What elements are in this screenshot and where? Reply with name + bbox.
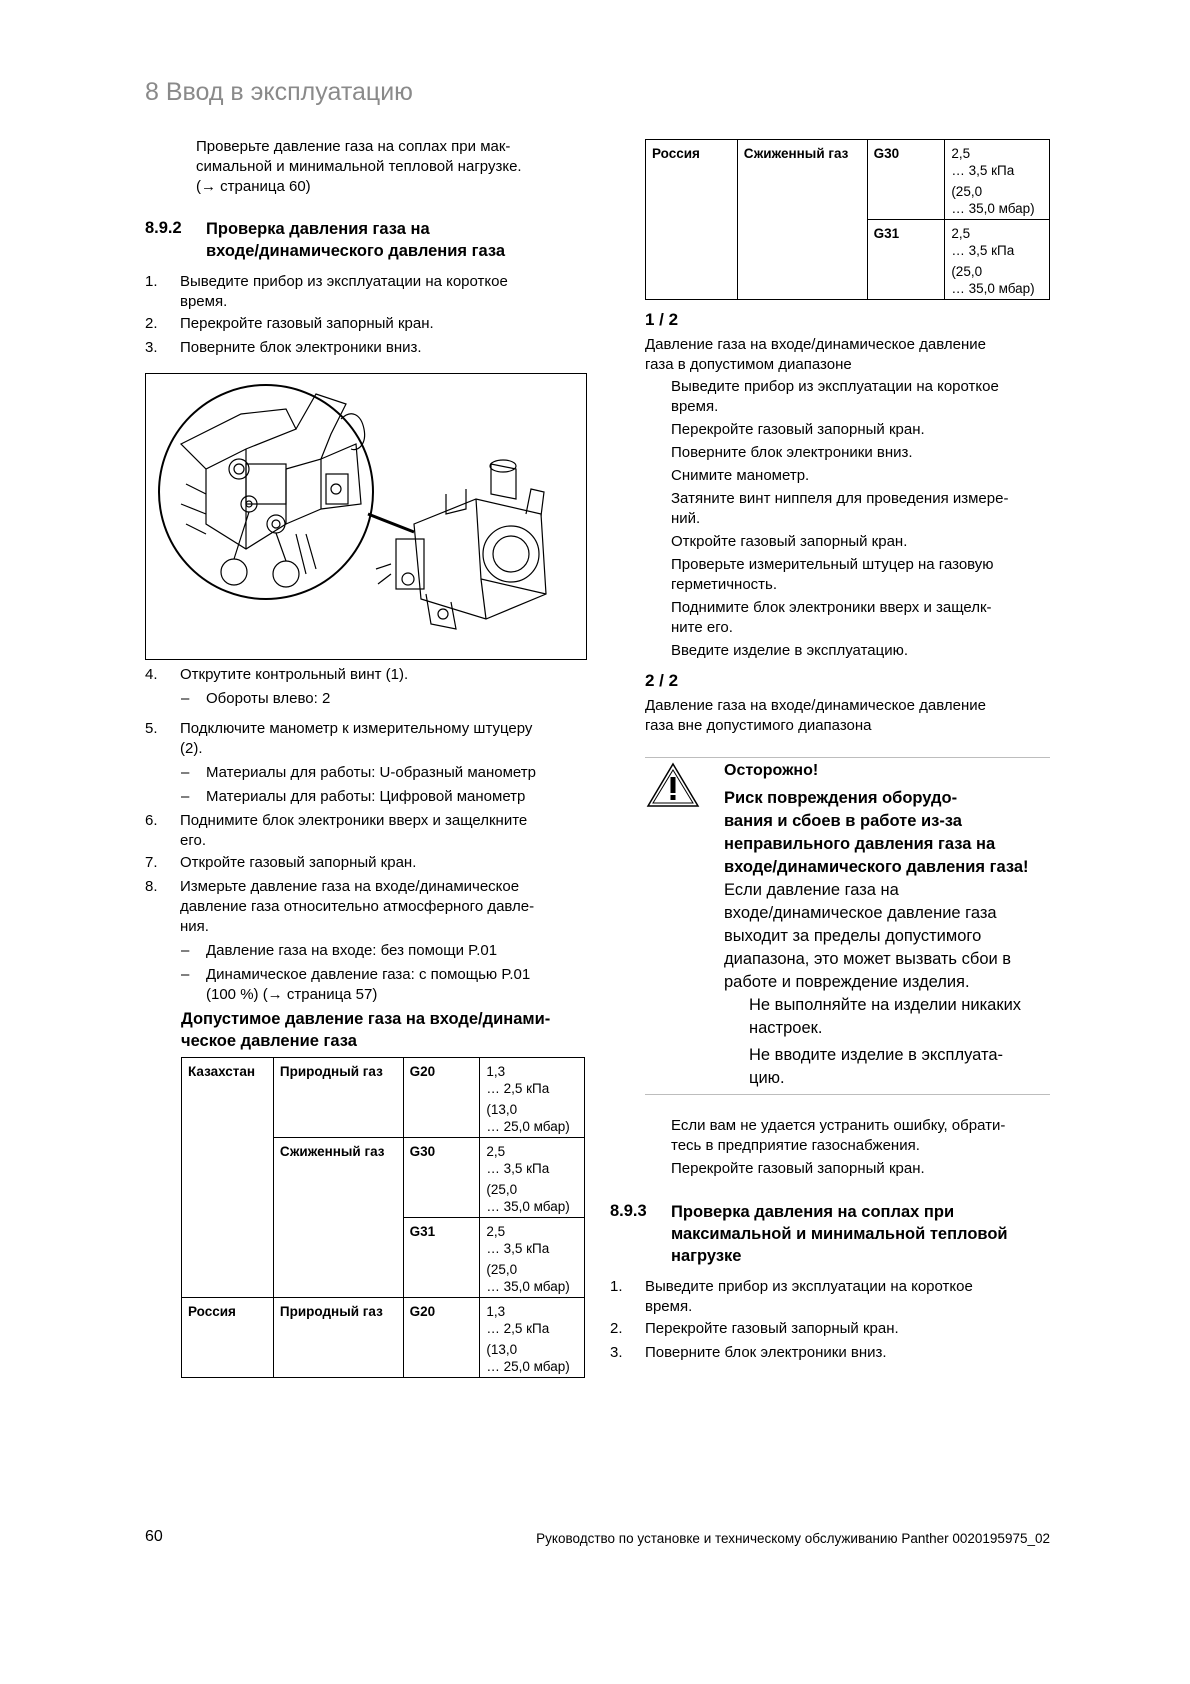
section-number-892: 8.9.2 (145, 219, 182, 237)
after-warning-text: Если вам не удается устранить ошибку, обрати- тесь в предприятие газоснабжения. Перекройте газовый запорный кран. (671, 1117, 1006, 1177)
gas-pressure-table-continued (645, 139, 1050, 300)
list-item: Поверните блок электроники вниз. (671, 444, 913, 461)
callout-1 (221, 559, 247, 585)
table-row: Россия Природный газ G20 1,3 … 2,5 кПа (13,0 … 25,0 мбар) (182, 1298, 585, 1378)
case-2-title: 2 / 2 (645, 671, 679, 690)
page-number: 60 (145, 1528, 163, 1545)
case-1-actions (671, 377, 1061, 661)
warning-body: Если давление газа на входе/динамическое давление газа выходит за пределы допустимого диапазона, это может вызвать сбои в работе и повреждение изделия. (724, 881, 1012, 991)
table-row: G31 2,5 … 3,5 кПа (25,0 … 35,0 мбар) (182, 1218, 585, 1298)
warning-subtitle: Риск повреждения оборудо- вания и сбоев в работе из-за неправильного давления газа на входе/динамического давления газа! (724, 789, 1029, 876)
warning-title: Осторожно! (724, 762, 819, 779)
list-item: Откройте газовый запорный кран. (671, 533, 908, 550)
section-number-893: 8.9.3 (610, 1202, 647, 1220)
country-kazakhstan: Казахстан (182, 1058, 274, 1298)
list-item: Выведите прибор из эксплуатации на короткое время. (671, 378, 999, 415)
list-item: Введите изделие в эксплуатацию. (671, 642, 908, 659)
list-item: Затяните винт ниппеля для проведения измере- ний. (671, 490, 1009, 527)
list-item: Проверьте измерительный штуцер на газовую герметичность. (671, 556, 994, 593)
warning-icon (645, 760, 701, 815)
list-item: Снимите манометр. (671, 467, 810, 484)
country-russia: Россия (182, 1298, 274, 1378)
list-item: Поднимите блок электроники вверх и защелк- ните его. (671, 599, 992, 636)
table-row: Сжиженный газ G30 2,5 … 3,5 кПа (25,0 … 35,0 мбар) (182, 1138, 585, 1218)
intro-paragraph: Проверьте давление газа на соплах при мак- симальной и минимальной тепловой нагрузке. (→ страница 60) (196, 138, 522, 195)
table-row: Казахстан Природный газ G20 1,3 … 2,5 кПа (13,0 … 25,0 мбар) (182, 1058, 585, 1138)
chapter-title: 8 Ввод в эксплуатацию (145, 78, 413, 106)
case-2-description: Давление газа на входе/динамическое давление газа вне допустимого диапазона (645, 697, 986, 734)
section-title-893: Проверка давления на соплах при максимальной и минимальной тепловой нагрузке (671, 1203, 1008, 1265)
case-1-title: 1 / 2 (645, 310, 679, 329)
gas-valve-drawing (146, 374, 586, 659)
table-row: Россия Сжиженный газ G30 2,5 … 3,5 кПа (25,0 … 35,0 мбар) (646, 140, 1050, 220)
case-1-description: Давление газа на входе/динамическое давление газа в допустимом диапазоне (645, 336, 986, 373)
callout-2 (273, 561, 299, 587)
divider (645, 757, 1050, 758)
table-row: G31 2,5 … 3,5 кПа (25,0 … 35,0 мбар) (646, 220, 1050, 300)
list-item: Перекройте газовый запорный кран. (671, 421, 925, 438)
document-title: Руководство по установке и техническому обслуживанию Panther 0020195975_02 (536, 1531, 1050, 1546)
gas-pressure-table (181, 1057, 585, 1378)
table-title: Допустимое давление газа на входе/динами- ческое давление газа (181, 1010, 551, 1050)
detail-circle (159, 385, 373, 599)
warning-actions: Не выполняйте на изделии никаких настроек. Не вводите изделие в эксплуата- цию. (749, 996, 1022, 1087)
section-title-892: Проверка давления газа на входе/динамического давления газа (206, 220, 506, 260)
gas-valve-illustration (145, 373, 587, 660)
divider (645, 1094, 1050, 1095)
